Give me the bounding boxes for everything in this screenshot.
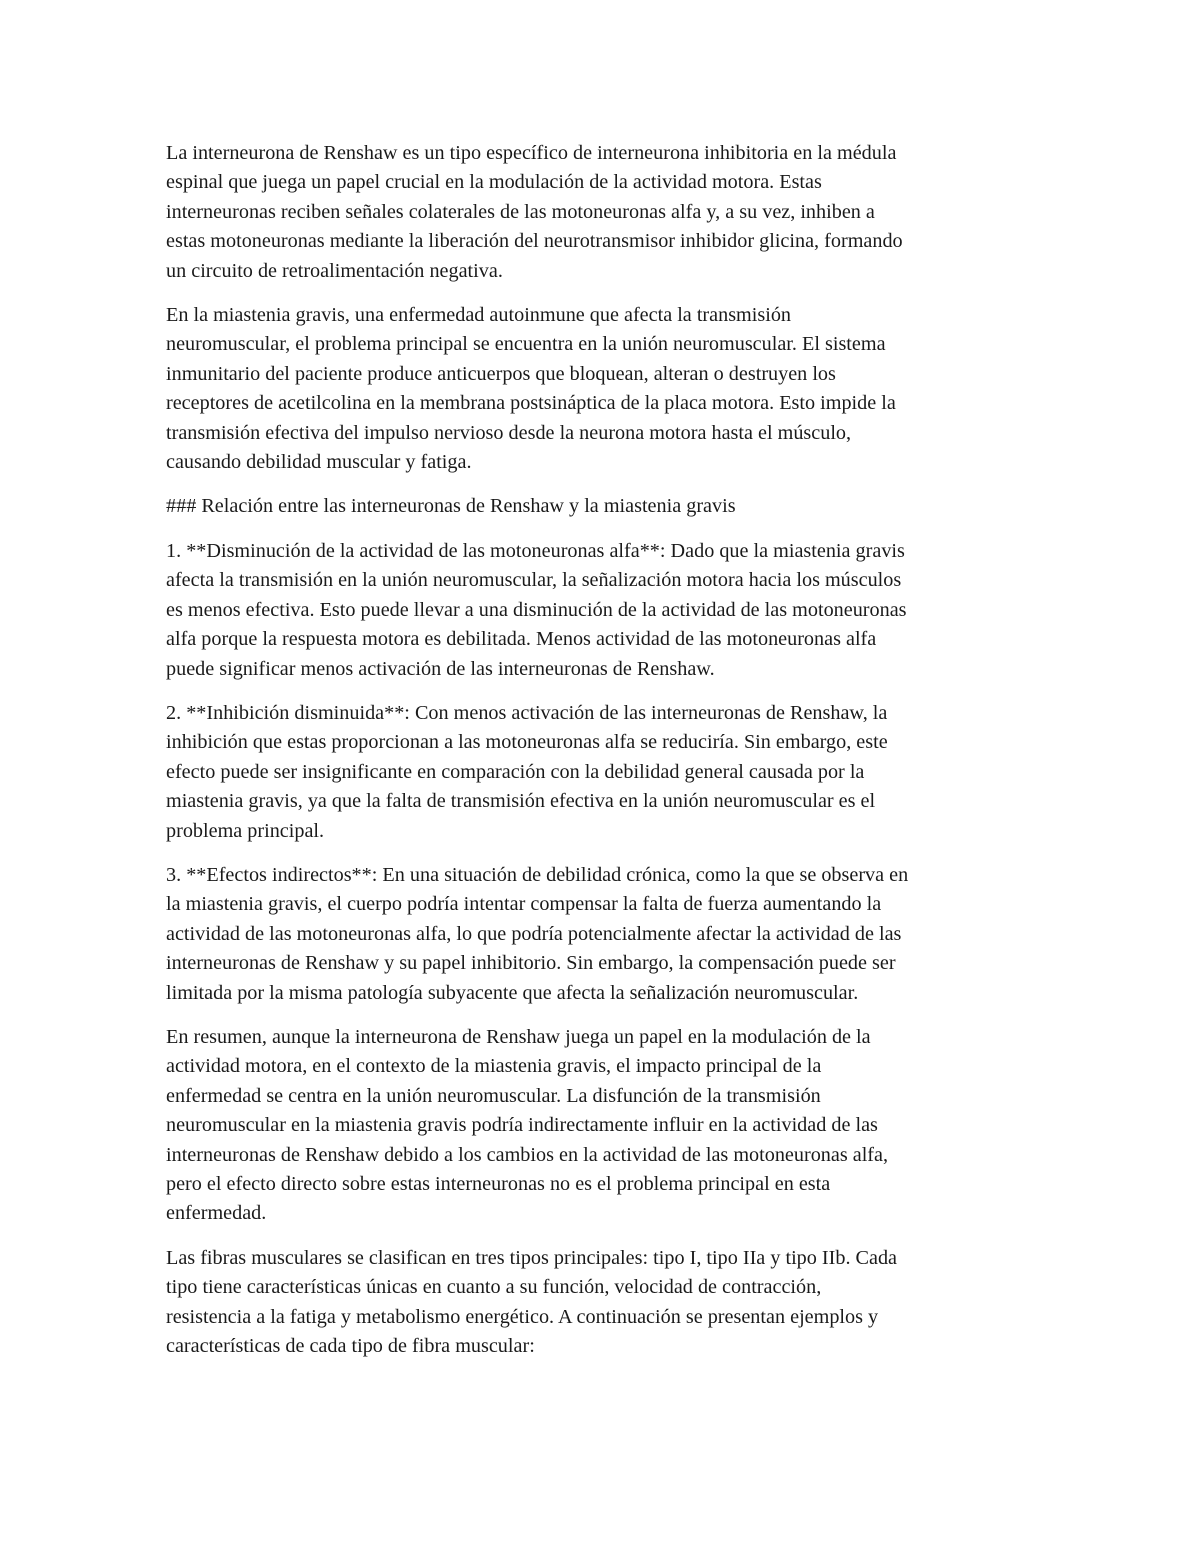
text-line: puede significar menos activación de las interneuronas de Renshaw. [166, 657, 715, 680]
list-item-3 [166, 861, 1042, 1008]
text-line: causando debilidad muscular y fatiga. [166, 451, 472, 474]
text-line: receptores de acetilcolina en la membrana postsináptica de la placa motora. Esto impide la [166, 392, 896, 415]
text-line: Las fibras musculares se clasifican en tres tipos principales: tipo I, tipo IIa y tipo IIb. Cada [166, 1246, 898, 1269]
paragraph-muscle-fibers [166, 1244, 1042, 1362]
text-line: interneuronas de Renshaw debido a los cambios en la actividad de las motoneuronas alfa, [166, 1143, 889, 1166]
text-line: 3. **Efectos indirectos**: En una situación de debilidad crónica, como la que se observa en [166, 863, 909, 886]
text-line: inhibición que estas proporcionan a las motoneuronas alfa se reduciría. Sin embargo, este [166, 731, 888, 754]
text-line: 1. **Disminución de la actividad de las motoneuronas alfa**: Dado que la miastenia gravis [166, 539, 905, 562]
text-line: 2. **Inhibición disminuida**: Con menos activación de las interneuronas de Renshaw, la [166, 701, 888, 724]
text-line: neuromuscular, el problema principal se encuentra en la unión neuromuscular. El sistema [166, 333, 886, 356]
text-line: neuromuscular en la miastenia gravis podría indirectamente influir en la actividad de las [166, 1114, 878, 1137]
section-heading [166, 492, 1042, 521]
text-line: limitada por la misma patología subyacente que afecta la señalización neuromuscular. [166, 981, 859, 1004]
text-line: transmisión efectiva del impulso nervioso desde la neurona motora hasta el músculo, [166, 421, 852, 444]
text-line: miastenia gravis, ya que la falta de transmisión efectiva en la unión neuromuscular es el [166, 790, 876, 813]
text-line: En la miastenia gravis, una enfermedad autoinmune que afecta la transmisión [166, 304, 792, 327]
text-line: pero el efecto directo sobre estas interneuronas no es el problema principal en esta [166, 1173, 831, 1195]
list-item-2 [166, 699, 1042, 846]
text-line: actividad motora, en el contexto de la miastenia gravis, el impacto principal de la [166, 1055, 822, 1078]
text-line: afecta la transmisión en la unión neuromuscular, la señalización motora hacia los músculos [166, 569, 902, 592]
text-line: actividad de las motoneuronas alfa, lo que podría potencialmente afectar la actividad de las [166, 922, 902, 945]
text-line: es menos efectiva. Esto puede llevar a una disminución de la actividad de las motoneuronas [166, 598, 907, 621]
document-body [166, 139, 1042, 1376]
text-line: un circuito de retroalimentación negativa. [166, 259, 503, 282]
text-line: problema principal. [166, 819, 325, 842]
text-line: tipo tiene características únicas en cuanto a su función, velocidad de contracción, [166, 1276, 822, 1299]
text-line: características de cada tipo de fibra muscular: [166, 1335, 535, 1358]
text-line: enfermedad. [166, 1202, 267, 1225]
text-line: estas motoneuronas mediante la liberación del neurotransmisor inhibidor glicina, formando [166, 230, 903, 253]
paragraph-summary [166, 1023, 1042, 1229]
text-line: efecto puede ser insignificante en comparación con la debilidad general causada por la [166, 760, 865, 783]
text-line: interneuronas reciben señales colaterales de las motoneuronas alfa y, a su vez, inhiben a [166, 200, 875, 223]
text-line: resistencia a la fatiga y metabolismo energético. A continuación se presentan ejemplos y [166, 1305, 879, 1328]
text-line: interneuronas de Renshaw y su papel inhibitorio. Sin embargo, la compensación puede ser [166, 952, 896, 975]
text-line: enfermedad se centra en la unión neuromuscular. La disfunción de la transmisión [166, 1084, 821, 1107]
text-line: espinal que juega un papel crucial en la modulación de la actividad motora. Estas [166, 171, 822, 194]
text-line: ### Relación entre las interneuronas de Renshaw y la miastenia gravis [166, 495, 736, 518]
paragraph-renshaw-intro [166, 139, 1042, 286]
text-line: La interneurona de Renshaw es un tipo específico de interneurona inhibitoria en la médula [166, 142, 897, 164]
text-line: alfa porque la respuesta motora es debilitada. Menos actividad de las motoneuronas alfa [166, 628, 877, 651]
text-line: inmunitario del paciente produce anticuerpos que bloquean, alteran o destruyen los [166, 362, 836, 385]
list-item-1 [166, 537, 1042, 684]
text-line: la miastenia gravis, el cuerpo podría intentar compensar la falta de fuerza aumentando la [166, 893, 882, 916]
text-line: En resumen, aunque la interneurona de Renshaw juega un papel en la modulación de la [166, 1025, 871, 1048]
paragraph-myasthenia [166, 301, 1042, 477]
